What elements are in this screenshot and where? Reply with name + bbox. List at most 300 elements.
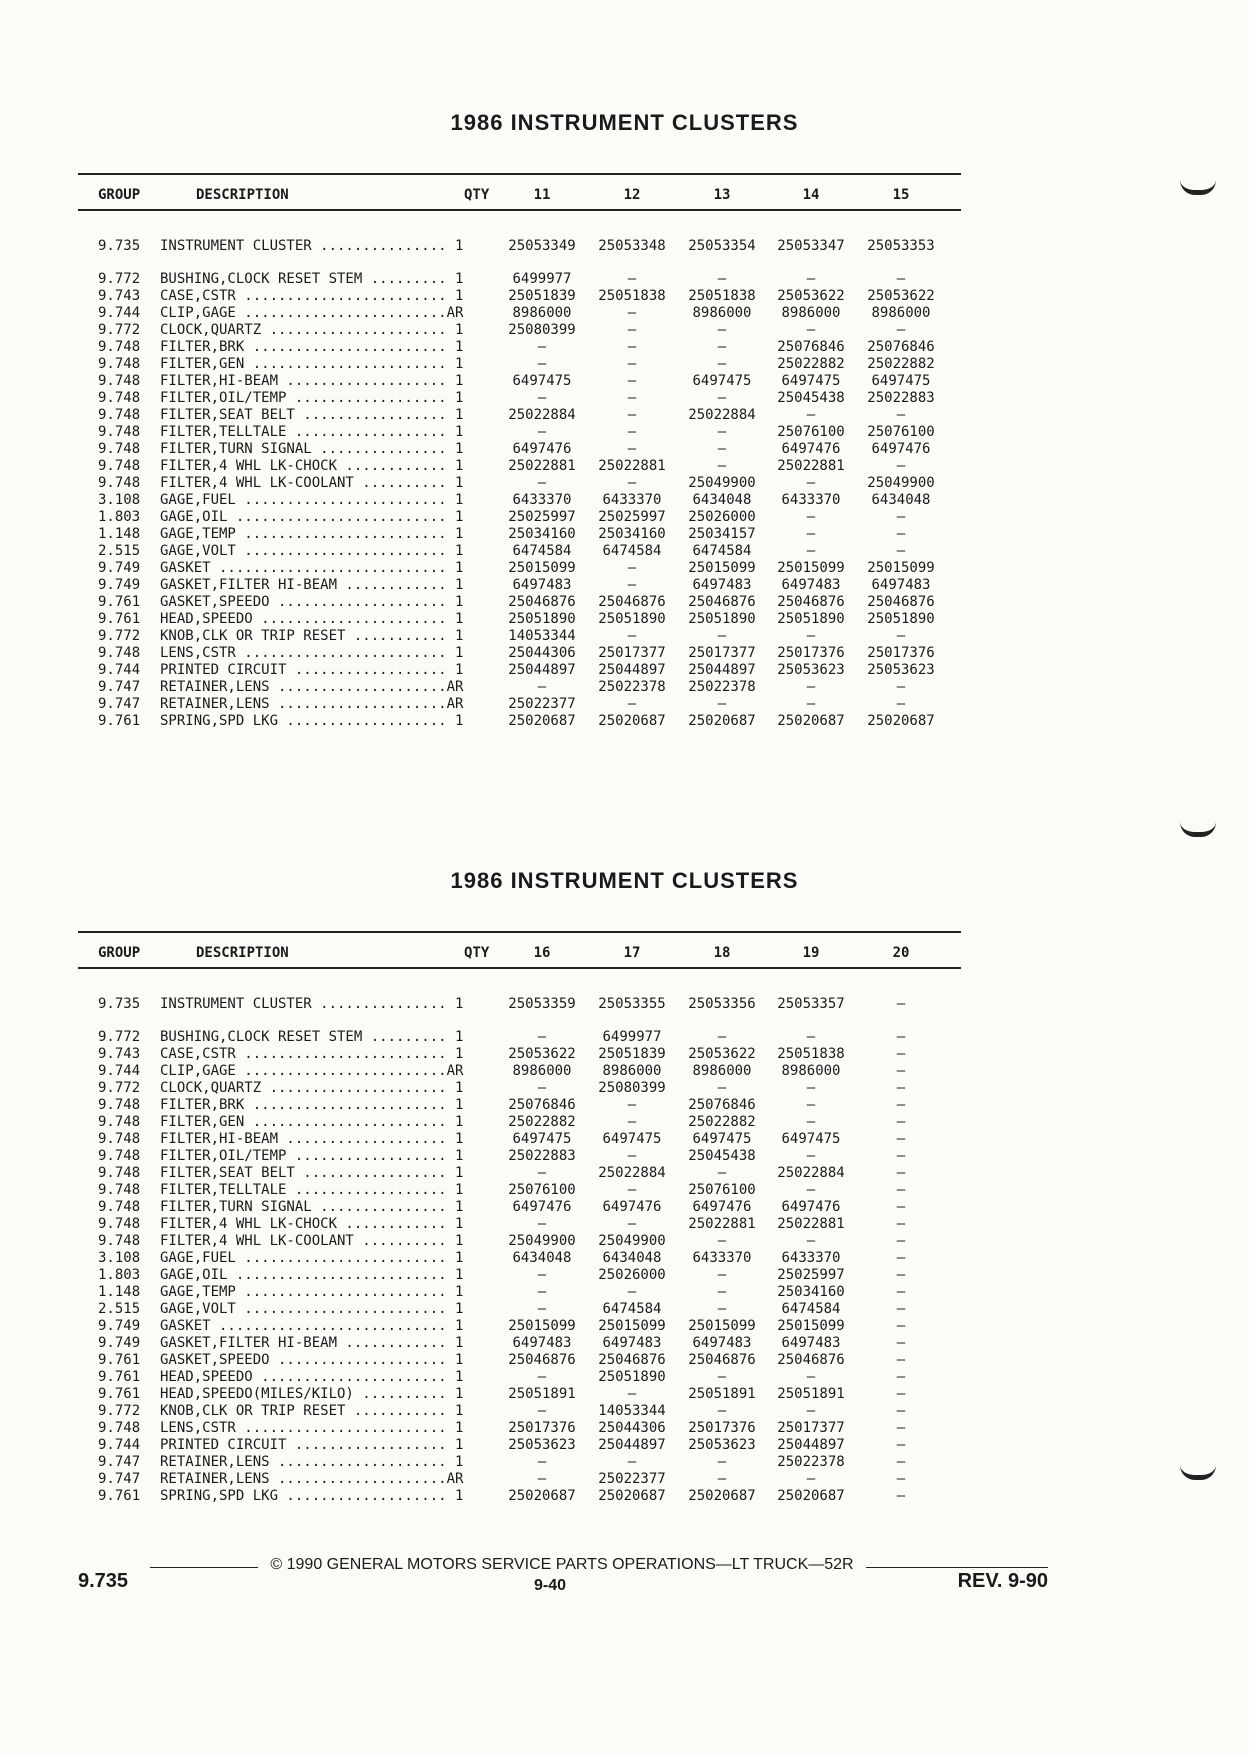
part-number-cell: 14053344: [598, 1403, 666, 1419]
description-cell: FILTER,SEAT BELT ................. 1: [160, 1165, 464, 1181]
part-number-cell: —: [537, 1369, 547, 1385]
part-number-cell: —: [896, 1148, 906, 1164]
part-number-cell: 25053357: [777, 996, 845, 1012]
group-cell: 9.748: [98, 1216, 141, 1232]
part-number-cell: —: [896, 543, 906, 559]
part-number-cell: —: [806, 1114, 816, 1130]
part-number-cell: —: [896, 1352, 906, 1368]
part-number-cell: 25051890: [867, 611, 935, 627]
part-number-cell: 25017377: [777, 1420, 845, 1436]
part-number-cell: —: [806, 1097, 816, 1113]
header-group: GROUP: [98, 187, 141, 203]
column-headers: [0, 945, 1249, 962]
group-cell: 9.735: [98, 996, 141, 1012]
group-cell: 9.761: [98, 1352, 141, 1368]
table-row: [0, 1080, 1249, 1097]
header-col-16: 16: [533, 945, 551, 961]
description-cell: FILTER,TURN SIGNAL ............... 1: [160, 441, 464, 457]
part-number-cell: —: [806, 1182, 816, 1198]
part-number-cell: —: [896, 407, 906, 423]
table-row: [0, 611, 1249, 628]
table-row: [0, 526, 1249, 543]
part-number-cell: 25022882: [777, 356, 845, 372]
table-row: [0, 1284, 1249, 1301]
part-number-cell: 25044897: [777, 1437, 845, 1453]
description-cell: FILTER,HI-BEAM ................... 1: [160, 1131, 464, 1147]
part-number-cell: —: [717, 1471, 727, 1487]
description-cell: FILTER,BRK ....................... 1: [160, 339, 464, 355]
part-number-cell: 25022881: [508, 458, 576, 474]
part-number-cell: —: [806, 543, 816, 559]
part-number-cell: —: [717, 1369, 727, 1385]
part-number-cell: 25044897: [688, 662, 756, 678]
group-cell: 9.748: [98, 1182, 141, 1198]
description-cell: FILTER,4 WHL LK-COOLANT .......... 1: [160, 475, 464, 491]
part-number-cell: 25022884: [508, 407, 576, 423]
group-cell: 9.747: [98, 679, 141, 695]
part-number-cell: 25044306: [598, 1420, 666, 1436]
description-cell: RETAINER,LENS ....................AR: [160, 696, 464, 712]
group-cell: 9.748: [98, 1233, 141, 1249]
part-number-cell: 6497483: [692, 1335, 752, 1351]
part-number-cell: 25076846: [777, 339, 845, 355]
table-row: [0, 441, 1249, 458]
part-number-cell: —: [537, 390, 547, 406]
part-number-cell: —: [537, 475, 547, 491]
part-number-cell: 25022884: [777, 1165, 845, 1181]
group-cell: 9.761: [98, 713, 141, 729]
description-cell: FILTER,4 WHL LK-COOLANT .......... 1: [160, 1233, 464, 1249]
part-number-cell: 8986000: [871, 305, 931, 321]
description-cell: RETAINER,LENS ....................AR: [160, 679, 464, 695]
part-number-cell: —: [537, 1301, 547, 1317]
table-row: [0, 1250, 1249, 1267]
part-number-cell: —: [627, 1216, 637, 1232]
group-cell: 9.748: [98, 424, 141, 440]
description-cell: CLIP,GAGE ........................AR: [160, 305, 464, 321]
header-col-12: 12: [623, 187, 641, 203]
part-number-cell: 6497476: [781, 441, 841, 457]
table-row: [0, 1352, 1249, 1369]
part-number-cell: 25020687: [777, 713, 845, 729]
part-number-cell: —: [896, 322, 906, 338]
group-cell: 9.747: [98, 1454, 141, 1470]
part-number-cell: —: [537, 1029, 547, 1045]
header-col-19: 19: [802, 945, 820, 961]
part-number-cell: 6497475: [602, 1131, 662, 1147]
part-number-cell: 6433370: [781, 492, 841, 508]
group-cell: 9.749: [98, 577, 141, 593]
table-row: [0, 662, 1249, 679]
part-number-cell: —: [896, 679, 906, 695]
part-number-cell: 25053349: [508, 238, 576, 254]
table-row: [0, 271, 1249, 288]
part-number-cell: 25053348: [598, 238, 666, 254]
table-row: [0, 645, 1249, 662]
part-number-cell: —: [537, 339, 547, 355]
part-number-cell: —: [537, 1267, 547, 1283]
description-cell: GAGE,OIL ......................... 1: [160, 509, 464, 525]
table-row: [0, 1131, 1249, 1148]
part-number-cell: 6497483: [512, 577, 572, 593]
description-cell: CASE,CSTR ........................ 1: [160, 288, 464, 304]
table-row: [0, 1488, 1249, 1505]
part-number-cell: 25022881: [688, 1216, 756, 1232]
description-cell: CASE,CSTR ........................ 1: [160, 1046, 464, 1062]
part-number-cell: 6497483: [692, 577, 752, 593]
header-col-20: 20: [892, 945, 910, 961]
part-number-cell: 6497475: [871, 373, 931, 389]
footer-page-number: 9-40: [533, 1577, 567, 1594]
part-number-cell: 25053347: [777, 238, 845, 254]
part-number-cell: —: [627, 1114, 637, 1130]
table-row: [0, 1318, 1249, 1335]
description-cell: BUSHING,CLOCK RESET STEM ......... 1: [160, 271, 464, 287]
part-number-cell: —: [627, 1284, 637, 1300]
header-qty: QTY: [464, 945, 490, 961]
description-cell: GASKET ........................... 1: [160, 560, 464, 576]
part-number-cell: 25053622: [508, 1046, 576, 1062]
part-number-cell: 6497475: [692, 1131, 752, 1147]
description-cell: FILTER,OIL/TEMP .................. 1: [160, 1148, 464, 1164]
description-cell: BUSHING,CLOCK RESET STEM ......... 1: [160, 1029, 464, 1045]
group-cell: 9.748: [98, 1165, 141, 1181]
description-cell: FILTER,GEN ....................... 1: [160, 1114, 464, 1130]
part-number-cell: 25046876: [598, 1352, 666, 1368]
part-number-cell: —: [627, 441, 637, 457]
part-number-cell: 25049900: [867, 475, 935, 491]
part-number-cell: 25022882: [508, 1114, 576, 1130]
part-number-cell: 25020687: [688, 1488, 756, 1504]
footer-section-number: 9.735: [78, 1570, 129, 1592]
group-cell: 9.735: [98, 238, 141, 254]
description-cell: HEAD,SPEEDO(MILES/KILO) .......... 1: [160, 1386, 464, 1402]
description-cell: RETAINER,LENS ....................AR: [160, 1471, 464, 1487]
group-cell: 9.748: [98, 339, 141, 355]
part-number-cell: 25051890: [598, 611, 666, 627]
part-number-cell: 25022882: [688, 1114, 756, 1130]
description-cell: FILTER,4 WHL LK-CHOCK ............ 1: [160, 1216, 464, 1232]
part-number-cell: 6497475: [512, 373, 572, 389]
table-row: [0, 1233, 1249, 1250]
table-row: [0, 1420, 1249, 1437]
part-number-cell: 25053623: [867, 662, 935, 678]
part-number-cell: —: [537, 1454, 547, 1470]
group-cell: 9.748: [98, 373, 141, 389]
part-number-cell: —: [896, 1233, 906, 1249]
part-number-cell: —: [537, 1284, 547, 1300]
part-number-cell: 6433370: [512, 492, 572, 508]
part-number-cell: —: [896, 1046, 906, 1062]
part-number-cell: 6497483: [871, 577, 931, 593]
part-number-cell: —: [717, 322, 727, 338]
part-number-cell: 25022881: [777, 1216, 845, 1232]
group-cell: 9.772: [98, 1403, 141, 1419]
part-number-cell: —: [627, 356, 637, 372]
part-number-cell: 25022881: [598, 458, 666, 474]
group-cell: 2.515: [98, 543, 141, 559]
part-number-cell: 25025997: [598, 509, 666, 525]
part-number-cell: —: [717, 1267, 727, 1283]
part-number-cell: 25076100: [777, 424, 845, 440]
part-number-cell: 25053623: [508, 1437, 576, 1453]
table-row: [0, 458, 1249, 475]
part-number-cell: —: [806, 407, 816, 423]
part-number-cell: —: [896, 1454, 906, 1470]
header-qty: QTY: [464, 187, 490, 203]
part-number-cell: 25053622: [867, 288, 935, 304]
part-number-cell: 25034160: [777, 1284, 845, 1300]
part-number-cell: 25015099: [508, 1318, 576, 1334]
part-number-cell: —: [896, 1063, 906, 1079]
table-row: [0, 475, 1249, 492]
table-row: [0, 713, 1249, 730]
part-number-cell: 25022378: [688, 679, 756, 695]
part-number-cell: 25051891: [688, 1386, 756, 1402]
header-col-17: 17: [623, 945, 641, 961]
part-number-cell: —: [896, 1437, 906, 1453]
part-number-cell: —: [627, 628, 637, 644]
part-number-cell: 8986000: [602, 1063, 662, 1079]
part-number-cell: —: [717, 1165, 727, 1181]
part-number-cell: —: [537, 424, 547, 440]
part-number-cell: 6497483: [781, 1335, 841, 1351]
part-number-cell: 25051891: [777, 1386, 845, 1402]
part-number-cell: 25034160: [598, 526, 666, 542]
part-number-cell: —: [717, 628, 727, 644]
description-cell: FILTER,TELLTALE .................. 1: [160, 424, 464, 440]
part-number-cell: 25046876: [598, 594, 666, 610]
part-number-cell: 6497476: [871, 441, 931, 457]
table-row: [0, 560, 1249, 577]
part-number-cell: 6497476: [692, 1199, 752, 1215]
description-cell: GASKET,SPEEDO .................... 1: [160, 1352, 464, 1368]
description-cell: FILTER,SEAT BELT ................. 1: [160, 407, 464, 423]
group-cell: 9.772: [98, 322, 141, 338]
part-number-cell: —: [717, 1233, 727, 1249]
description-cell: SPRING,SPD LKG ................... 1: [160, 1488, 464, 1504]
part-number-cell: 25020687: [508, 713, 576, 729]
part-number-cell: 25049900: [508, 1233, 576, 1249]
part-number-cell: 6497476: [781, 1199, 841, 1215]
group-cell: 9.748: [98, 390, 141, 406]
table-row: [0, 424, 1249, 441]
group-cell: 1.803: [98, 509, 141, 525]
part-number-cell: 6474584: [781, 1301, 841, 1317]
part-number-cell: —: [717, 424, 727, 440]
description-cell: GAGE,FUEL ........................ 1: [160, 492, 464, 508]
part-number-cell: —: [627, 560, 637, 576]
part-number-cell: 25015099: [688, 1318, 756, 1334]
part-number-cell: —: [627, 475, 637, 491]
part-number-cell: —: [806, 1029, 816, 1045]
part-number-cell: —: [896, 1267, 906, 1283]
group-cell: 9.748: [98, 1420, 141, 1436]
part-number-cell: —: [627, 339, 637, 355]
part-number-cell: —: [806, 1403, 816, 1419]
part-number-cell: 25045438: [777, 390, 845, 406]
part-number-cell: —: [627, 577, 637, 593]
part-number-cell: —: [627, 1454, 637, 1470]
part-number-cell: 25076846: [688, 1097, 756, 1113]
part-number-cell: 25051890: [598, 1369, 666, 1385]
part-number-cell: 25053353: [867, 238, 935, 254]
part-number-cell: 25049900: [598, 1233, 666, 1249]
part-number-cell: 25017377: [688, 645, 756, 661]
part-number-cell: —: [627, 1148, 637, 1164]
part-number-cell: —: [717, 1284, 727, 1300]
part-number-cell: 25046876: [508, 594, 576, 610]
part-number-cell: —: [627, 271, 637, 287]
table-row: [0, 1437, 1249, 1454]
part-number-cell: 6497483: [512, 1335, 572, 1351]
part-number-cell: 6497476: [512, 441, 572, 457]
part-number-cell: —: [896, 1029, 906, 1045]
part-number-cell: 25025997: [777, 1267, 845, 1283]
binder-mark: [1180, 822, 1216, 837]
part-number-cell: —: [627, 424, 637, 440]
group-cell: 9.772: [98, 271, 141, 287]
part-number-cell: —: [896, 1335, 906, 1351]
description-cell: GAGE,TEMP ........................ 1: [160, 1284, 464, 1300]
part-number-cell: 8986000: [781, 1063, 841, 1079]
description-cell: GASKET,FILTER HI-BEAM ............ 1: [160, 577, 464, 593]
table-row: [0, 1165, 1249, 1182]
part-number-cell: 25080399: [508, 322, 576, 338]
description-cell: GAGE,TEMP ........................ 1: [160, 526, 464, 542]
group-cell: 9.761: [98, 1488, 141, 1504]
header-rule-top: [78, 931, 961, 933]
part-number-cell: 6497475: [512, 1131, 572, 1147]
part-number-cell: —: [627, 373, 637, 389]
part-number-cell: 25046876: [777, 594, 845, 610]
part-number-cell: 25053622: [688, 1046, 756, 1062]
part-number-cell: —: [896, 1420, 906, 1436]
part-number-cell: 25015099: [777, 560, 845, 576]
group-cell: 9.748: [98, 356, 141, 372]
part-number-cell: —: [896, 1216, 906, 1232]
group-cell: 9.744: [98, 662, 141, 678]
table-row: [0, 492, 1249, 509]
part-number-cell: —: [896, 1199, 906, 1215]
part-number-cell: 25022377: [598, 1471, 666, 1487]
part-number-cell: 25046876: [508, 1352, 576, 1368]
header-col-18: 18: [713, 945, 731, 961]
part-number-cell: 25020687: [598, 713, 666, 729]
part-number-cell: 25044897: [598, 1437, 666, 1453]
part-number-cell: —: [537, 356, 547, 372]
group-cell: 9.748: [98, 1097, 141, 1113]
part-number-cell: —: [717, 1301, 727, 1317]
table-row: [0, 390, 1249, 407]
part-number-cell: —: [896, 1250, 906, 1266]
part-number-cell: —: [896, 1386, 906, 1402]
part-number-cell: —: [806, 628, 816, 644]
description-cell: LENS,CSTR ........................ 1: [160, 645, 464, 661]
part-number-cell: 6434048: [602, 1250, 662, 1266]
description-cell: FILTER,HI-BEAM ................... 1: [160, 373, 464, 389]
part-number-cell: —: [806, 475, 816, 491]
table-row: [0, 1097, 1249, 1114]
part-number-cell: 25025997: [508, 509, 576, 525]
part-number-cell: —: [806, 1148, 816, 1164]
part-number-cell: 25076100: [508, 1182, 576, 1198]
group-cell: 9.749: [98, 1318, 141, 1334]
part-number-cell: —: [896, 458, 906, 474]
table-row: [0, 339, 1249, 356]
part-number-cell: —: [896, 696, 906, 712]
part-number-cell: 25020687: [508, 1488, 576, 1504]
part-number-cell: 8986000: [512, 305, 572, 321]
description-cell: INSTRUMENT CLUSTER ............... 1: [160, 238, 464, 254]
group-cell: 1.148: [98, 1284, 141, 1300]
group-cell: 1.803: [98, 1267, 141, 1283]
group-cell: 9.748: [98, 1199, 141, 1215]
part-number-cell: —: [627, 322, 637, 338]
part-number-cell: 25017376: [777, 645, 845, 661]
part-number-cell: 25022884: [598, 1165, 666, 1181]
part-number-cell: 8986000: [692, 1063, 752, 1079]
part-number-cell: —: [896, 1369, 906, 1385]
part-number-cell: 6497476: [512, 1199, 572, 1215]
part-number-cell: 25049900: [688, 475, 756, 491]
description-cell: INSTRUMENT CLUSTER ............... 1: [160, 996, 464, 1012]
part-number-cell: 25015099: [598, 1318, 666, 1334]
part-number-cell: 25044897: [508, 662, 576, 678]
group-cell: 9.747: [98, 1471, 141, 1487]
part-number-cell: 6497483: [781, 577, 841, 593]
table-row: [0, 1386, 1249, 1403]
table-row: [0, 594, 1249, 611]
part-number-cell: —: [627, 1097, 637, 1113]
part-number-cell: 25051838: [777, 1046, 845, 1062]
header-col-11: 11: [533, 187, 551, 203]
table-row: [0, 322, 1249, 339]
part-number-cell: 6474584: [512, 543, 572, 559]
group-cell: 9.747: [98, 696, 141, 712]
table-row: [0, 1267, 1249, 1284]
part-number-cell: 25022884: [688, 407, 756, 423]
part-number-cell: 6497475: [781, 1131, 841, 1147]
group-cell: 9.761: [98, 594, 141, 610]
table-row: [0, 1182, 1249, 1199]
table-row: [0, 305, 1249, 322]
part-number-cell: —: [896, 1403, 906, 1419]
part-number-cell: 25076846: [867, 339, 935, 355]
part-number-cell: 25015099: [867, 560, 935, 576]
description-cell: PRINTED CIRCUIT .................. 1: [160, 1437, 464, 1453]
part-number-cell: 25017376: [508, 1420, 576, 1436]
part-number-cell: 25053355: [598, 996, 666, 1012]
part-number-cell: 25020687: [777, 1488, 845, 1504]
part-number-cell: 25022881: [777, 458, 845, 474]
part-number-cell: 6433370: [692, 1250, 752, 1266]
group-cell: 9.761: [98, 1386, 141, 1402]
part-number-cell: 25017376: [688, 1420, 756, 1436]
table-row: [0, 356, 1249, 373]
part-number-cell: —: [896, 1182, 906, 1198]
part-number-cell: —: [896, 628, 906, 644]
part-number-cell: 25053356: [688, 996, 756, 1012]
part-number-cell: —: [896, 996, 906, 1012]
part-number-cell: 25022377: [508, 696, 576, 712]
part-number-cell: —: [896, 1488, 906, 1504]
table-row: [0, 1046, 1249, 1063]
part-number-cell: 25053623: [688, 1437, 756, 1453]
part-number-cell: —: [896, 1471, 906, 1487]
group-cell: 9.748: [98, 407, 141, 423]
group-cell: 9.748: [98, 458, 141, 474]
